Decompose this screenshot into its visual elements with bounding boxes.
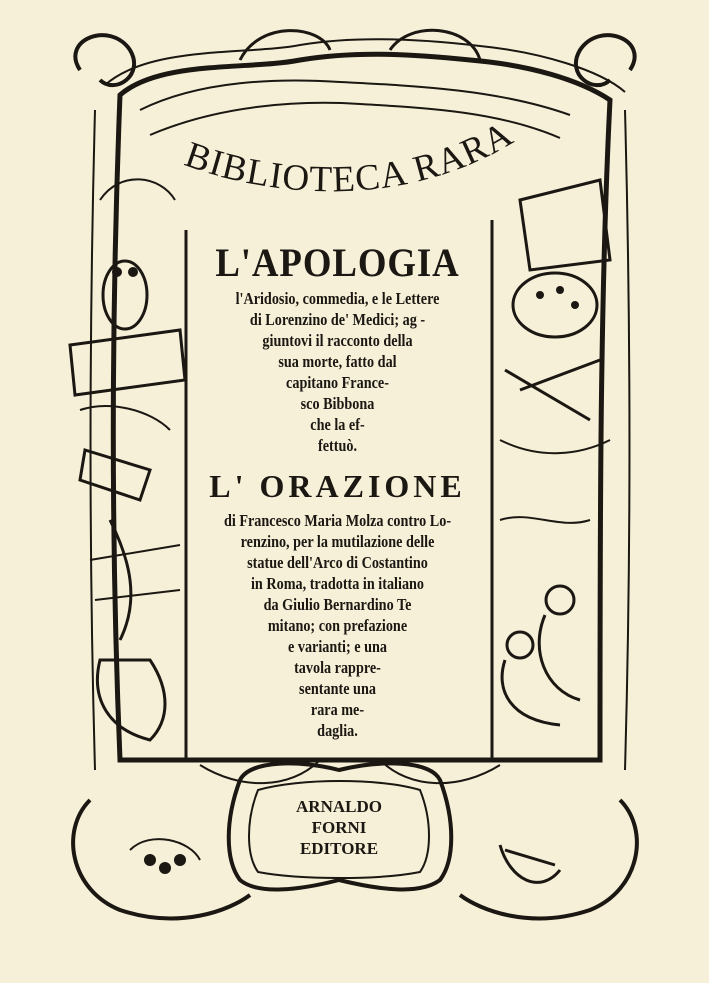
title-orazione: L' ORAZIONE: [209, 468, 466, 504]
desc1-line: l'Aridosio, commedia, e le Lettere: [235, 289, 440, 308]
desc1-line: di Lorenzino de' Medici; ag -: [249, 310, 426, 329]
desc2-line: statue dell'Arco di Costantino: [247, 553, 428, 572]
desc2-line: mitano; con prefazione: [267, 616, 408, 635]
series-title: BIBLIOTECA RARA: [179, 113, 521, 201]
desc2-line: rara me-: [310, 700, 365, 719]
desc2-line: tavola rappre-: [294, 658, 381, 677]
desc1-line: sco Bibbona: [300, 394, 375, 413]
publisher-line: ARNALDO: [296, 797, 382, 816]
desc1-line: giuntovi il racconto della: [262, 331, 413, 350]
top-scrollwork: [75, 30, 634, 138]
desc2-line: in Roma, tradotta in italiano: [250, 574, 425, 593]
title-block: [190, 238, 485, 741]
description-apologia: [211, 288, 465, 456]
desc1-line: sua morte, fatto dal: [278, 352, 397, 371]
title-apologia: L'APOLOGIA: [215, 240, 460, 285]
desc2-line: di Francesco Maria Molza contro Lo-: [223, 511, 452, 530]
desc1-line: capitano France-: [286, 373, 389, 392]
desc2-line: da Giulio Bernardino Te: [263, 595, 412, 614]
publisher-imprint: [278, 796, 400, 859]
desc1-line: fettuò.: [317, 436, 357, 455]
right-ornaments: [500, 180, 610, 725]
desc2-line: daglia.: [317, 721, 358, 740]
desc2-line: e varianti; e una: [288, 637, 387, 656]
desc2-line: sentante una: [299, 679, 376, 698]
description-orazione: [211, 510, 465, 741]
desc2-line: renzino, per la mutilazione delle: [240, 532, 435, 551]
desc1-line: che la ef-: [310, 415, 365, 434]
publisher-line: FORNI: [311, 818, 367, 837]
left-ornaments: [70, 179, 185, 740]
publisher-line: EDITORE: [299, 839, 379, 858]
